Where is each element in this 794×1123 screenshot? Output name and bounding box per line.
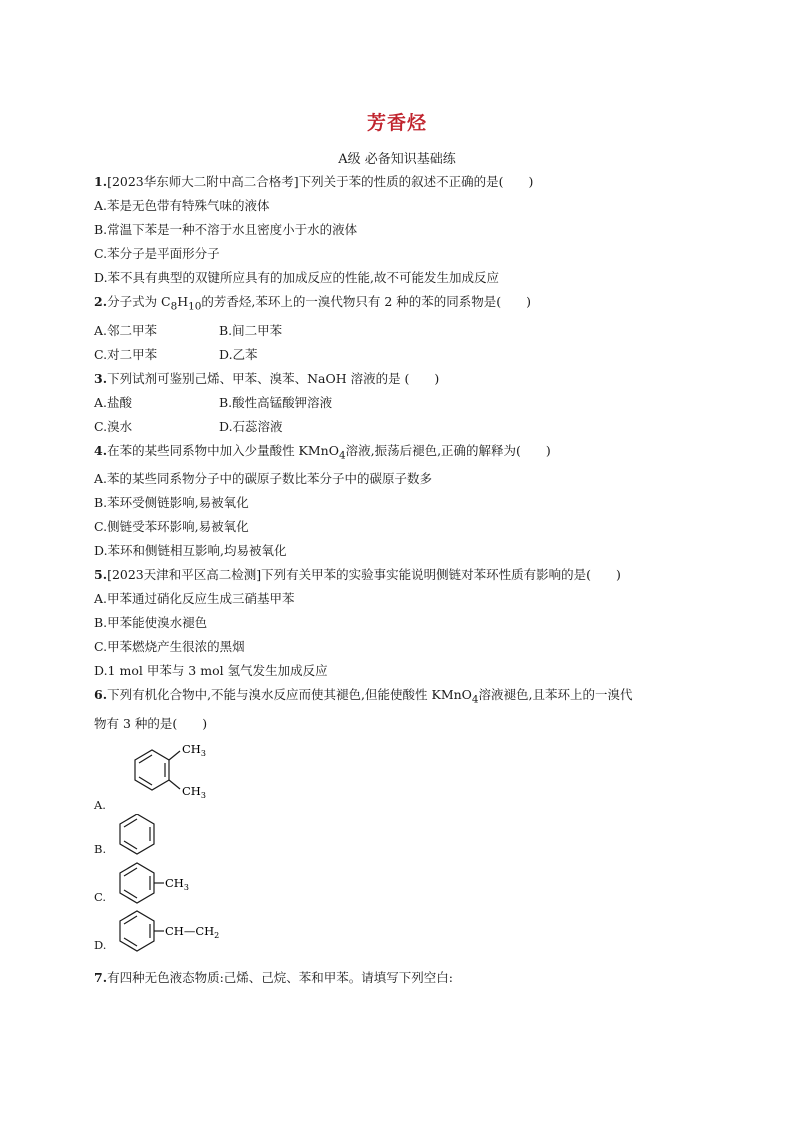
question-6-option-c [94, 862, 704, 904]
question-3-stem: 3.下列试剂可鉴别己烯、甲苯、溴苯、NaOH 溶液的是 ( ) [94, 370, 440, 386]
vinyl-group-label: $CH—CH_2$ [165, 923, 220, 940]
benzene-ring [120, 863, 154, 903]
question-5-option-c: C.甲苯燃烧产生很浓的黑烟 [94, 639, 245, 654]
question-2-option-a: A.邻二甲苯 [94, 322, 158, 338]
question-5-stem: 5.[2023天津和平区高二检测]下列有关甲苯的实验事实能说明侧链对苯环性质有影响的是( ) [94, 567, 621, 582]
benzene-ring [120, 814, 154, 854]
question-1-stem: 1.[2023华东师大二附中高二合格考]下列关于苯的性质的叙述不正确的是( ) [94, 174, 534, 189]
question-3-option-a: A.盐酸 [94, 394, 133, 410]
question-4-option-b: B.苯环受侧链影响,易被氧化 [94, 495, 249, 510]
question-6-label-b: B. [94, 841, 107, 856]
question-2-option-b: B.间二甲苯 [219, 322, 283, 338]
toluene-structure [116, 862, 226, 904]
question-6-label-a: A. [94, 797, 106, 812]
question-2-option-d: D.乙苯 [219, 346, 258, 362]
question-5-option-d: D.1 mol 甲苯与 3 mol 氢气发生加成反应 [94, 663, 328, 678]
methyl-group-label: $CH_3$ [182, 741, 206, 758]
question-3-option-b: B.酸性高锰酸钾溶液 [219, 394, 333, 410]
methyl-group-label: $CH_3$ [165, 875, 189, 892]
benzene-ring [135, 750, 169, 790]
question-6-label-c: C. [94, 889, 107, 904]
question-6-stem-line-2: 物有 3 种的是( ) [94, 715, 208, 731]
question-2-options-row-2 [94, 343, 704, 367]
question-3-options-row-2 [94, 415, 704, 439]
page-title: 芳香烃 [366, 112, 427, 134]
o-xylene-structure [116, 738, 226, 812]
question-4-option-d: D.苯环和侧链相互影响,均易被氧化 [94, 543, 287, 558]
question-2-option-c: C.对二甲苯 [94, 346, 158, 362]
question-4-option-c: C.侧链受苯环影响,易被氧化 [94, 519, 249, 534]
styrene-structure [116, 910, 266, 952]
substituent-bond [169, 780, 180, 789]
question-2-options-row-1 [94, 319, 704, 343]
substituent-bond [169, 751, 180, 760]
question-4-stem: 4.在苯的某些同系物中加入少量酸性 KMnO$_4$溶液,振荡后褪色,正确的解释为( ) [94, 442, 551, 461]
question-3-options-row-1 [94, 391, 704, 415]
question-1-option-d: D.苯不具有典型的双键所应具有的加成反应的性能,故不可能发生加成反应 [94, 270, 500, 285]
section-subtitle: A级 必备知识基础练 [338, 152, 456, 167]
question-7-stem: 7.有四种无色液态物质:己烯、己烷、苯和甲苯。请填写下列空白: [94, 969, 453, 985]
question-1-option-b: B.常温下苯是一种不溶于水且密度小于水的液体 [94, 222, 358, 237]
question-5-option-b: B.甲苯能使溴水褪色 [94, 615, 208, 630]
question-2-stem: 2.分子式为 $C_8H_{10}$的芳香烃,苯环上的一溴代物只有 2 种的苯的同系物是( ) [94, 294, 532, 313]
methyl-group-label: $CH_3$ [182, 783, 206, 800]
question-6-option-a [94, 738, 704, 812]
benzene-ring [120, 911, 154, 951]
benzene-structure [116, 814, 176, 856]
question-1-option-a: A.苯是无色带有特殊气味的液体 [94, 198, 270, 213]
question-5-option-a: A.甲苯通过硝化反应生成三硝基甲苯 [94, 591, 295, 606]
question-6-option-d [94, 910, 704, 952]
question-1-option-c: C.苯分子是平面形分子 [94, 246, 220, 261]
question-4-option-a: A.苯的某些同系物分子中的碳原子数比苯分子中的碳原子数多 [94, 471, 433, 486]
question-list [94, 170, 704, 990]
question-6-stem-line-1: 6.下列有机化合物中,不能与溴水反应而使其褪色,但能使酸性 KMnO$_4$溶液褪色,且苯环上的一溴代 [94, 687, 633, 706]
question-3-option-d: D.石蕊溶液 [219, 418, 283, 434]
question-6-option-b [94, 814, 704, 856]
question-3-option-c: C.溴水 [94, 418, 133, 434]
question-6-label-d: D. [94, 937, 107, 952]
